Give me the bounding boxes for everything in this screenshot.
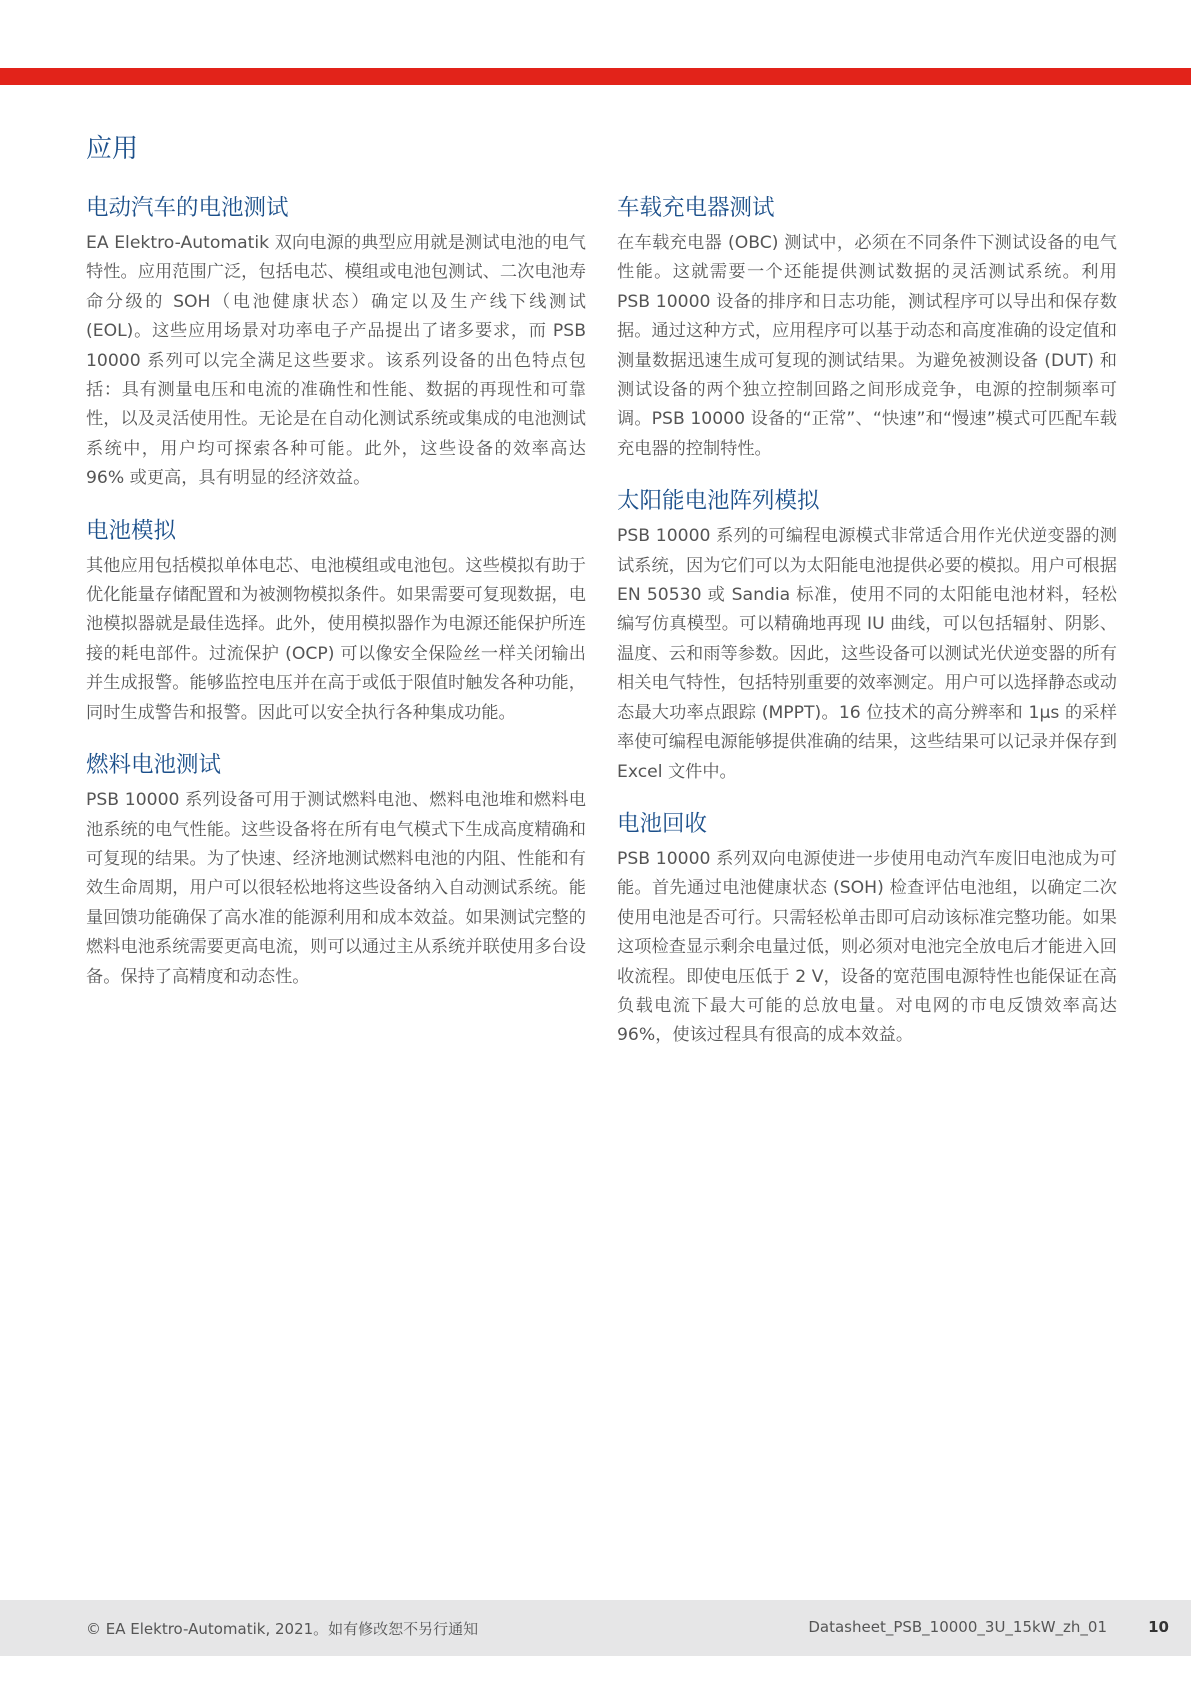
- section-heading: 电动汽车的电池测试: [86, 195, 289, 221]
- page-footer: [0, 1600, 1191, 1656]
- section-battery-simulation: [86, 514, 586, 728]
- page-number: 10: [1148, 1618, 1169, 1636]
- section-solar-array-simulation: [617, 484, 1117, 787]
- section-body: PSB 10000 系列的可编程电源模式非常适合用作光伏逆变器的测试系统，因为它们可以为太阳能电池提供必要的模拟。用户可根据 EN 50530 或 Sandia 标准，使用不同的太阳能电池材料，轻松编写仿真模型。可以精确地再现 IU 曲线，可以包括辐射、阴影、温度、云和雨等参数。因此，这些设备可以测试光伏逆变器的所有相关电气特性，包括特别重要的效率测定。用户可以选择静态或动态最大功率点跟踪 (MPPT)。16 位技术的高分辨率和 1µs 的采样率使可编程电源能够提供准确的结果，这些结果可以记录并保存到 Excel 文件中。: [617, 526, 1117, 782]
- section-obc-test: [617, 191, 1117, 464]
- left-column: [86, 191, 586, 1012]
- section-heading: 电池回收: [617, 810, 708, 837]
- right-column: [617, 191, 1117, 1071]
- section-body: PSB 10000 系列设备可用于测试燃料电池、燃料电池堆和燃料电池系统的电气性能。这些设备将在所有电气模式下生成高度精确和可复现的结果。为了快速、经济地测试燃料电池的内阻、性能和有效生命周期，用户可以很轻松地将这些设备纳入自动测试系统。能量回馈功能确保了高水准的能源利用和成本效益。如果测试完整的燃料电池系统需要更高电流，则可以通过主从系统并联使用多台设备。保持了高精度和动态性。: [86, 790, 586, 987]
- section-ev-battery-test: [86, 191, 586, 494]
- copyright-notice: © EA Elektro-Automatik, 2021。如有修改恕不另行通知: [86, 1620, 479, 1638]
- section-body: EA Elektro-Automatik 双向电源的典型应用就是测试电池的电气特性。应用范围广泛，包括电芯、模组或电池包测试、二次电池寿命分级的 SOH（电池健康状态）确定以及生产线下线测试 (EOL)。这些应用场景对功率电子产品提出了诸多要求，而 PSB 10000 系列可以完全满足这些要求。该系列设备的出色特点包括：具有测量电压和电流的准确性和性能、数据的再现性和可靠性，以及灵活使用性。无论是在自动化测试系统或集成的电池测试系统中，用户均可探索各种可能。此外，这些设备的效率高达 96% 或更高，具有明显的经济效益。: [86, 233, 586, 489]
- section-fuel-cell-test: [86, 748, 586, 992]
- document-name: Datasheet_PSB_10000_3U_15kW_zh_01: [808, 1618, 1107, 1636]
- section-heading: 太阳能电池阵列模拟: [617, 488, 820, 515]
- section-heading: 电池模拟: [86, 517, 177, 544]
- section-battery-recycling: [617, 807, 1117, 1051]
- section-body: 在车载充电器 (OBC) 测试中，必须在不同条件下测试设备的电气性能。这就需要一个还能提供测试数据的灵活测试系统。利用 PSB 10000 设备的排序和日志功能，测试程序可以导出和保存数据。通过这种方式，应用程序可以基于动态和高度准确的设定值和测量数据迅速生成可复现的测试结果。为避免被测设备 (DUT) 和测试设备的两个独立控制回路之间形成竞争，电源的控制频率可调。PSB 10000 设备的“正常”、“快速”和“慢速”模式可匹配车载充电器的控制特性。: [617, 233, 1117, 459]
- top-accent-bar: [0, 68, 1191, 85]
- section-heading: 燃料电池测试: [86, 752, 222, 779]
- section-body: 其他应用包括模拟单体电芯、电池模组或电池包。这些模拟有助于优化能量存储配置和为被测物模拟条件。如果需要可复现数据，电池模拟器就是最佳选择。此外，使用模拟器作为电源还能保护所连接的耗电部件。过流保护 (OCP) 可以像安全保险丝一样关闭输出并生成报警。能够监控电压并在高于或低于限值时触发各种功能，同时生成警告和报警。因此可以安全执行各种集成功能。: [86, 555, 586, 723]
- section-body: PSB 10000 系列双向电源使进一步使用电动汽车废旧电池成为可能。首先通过电池健康状态 (SOH) 检查评估电池组，以确定二次使用电池是否可行。只需轻松单击即可启动该标准完整功能。如果这项检查显示剩余电量过低，则必须对电池完全放电后才能进入回收流程。即使电压低于 2 V，设备的宽范围电源特性也能保证在高负载电流下最大可能的总放电量。对电网的市电反馈效率高达 96%，使该过程具有很高的成本效益。: [617, 848, 1117, 1046]
- page-title: 应用: [86, 134, 139, 164]
- section-heading: 车载充电器测试: [617, 195, 775, 221]
